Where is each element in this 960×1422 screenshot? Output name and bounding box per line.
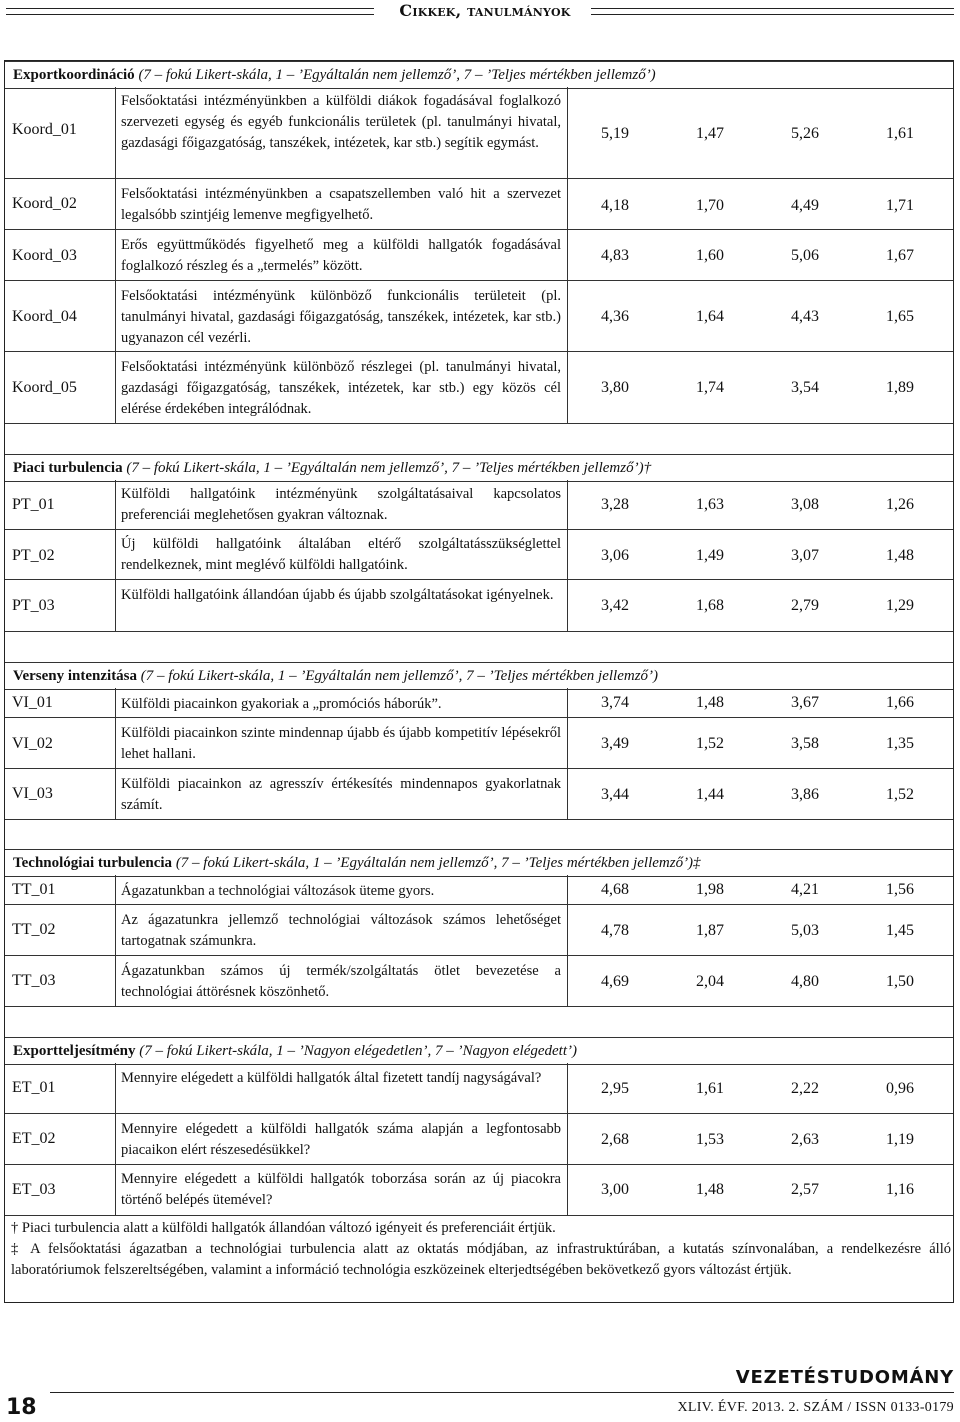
value-sd-2: 1,65	[886, 308, 914, 325]
value-sd-1: 1,48	[696, 694, 724, 711]
table-row	[5, 881, 953, 902]
item-text: Az ágazatunkra jellemző technológiai változások számos lehetőséget tartogatnak számunkra.	[121, 912, 561, 949]
section-divider	[5, 819, 953, 820]
table-row	[5, 357, 953, 420]
item-text: Külföldi piacainkon az agresszív értékesítés mindennapos gyakorlatnak számít.	[121, 776, 561, 813]
value-sd-1: 1,68	[696, 597, 724, 614]
item-code: PT_03	[12, 597, 55, 614]
item-code: VI_03	[12, 785, 53, 802]
journal-name: VEZETÉSTUDOMÁNY	[735, 1367, 954, 1388]
table-row	[5, 585, 953, 627]
running-header-title: Cikkek, tanulmányok	[399, 1, 571, 20]
item-text: Mennyire elégedett a külföldi hallgatók toborzása során az új piacokra történő belépés ütemével?	[121, 1171, 561, 1208]
value-mean-2: 3,86	[791, 786, 819, 803]
row-divider	[5, 1113, 953, 1114]
footer-rule	[50, 1392, 954, 1393]
item-text: Mennyire elégedett a külföldi hallgatók által fizetett tandíj nagyságával?	[121, 1070, 542, 1086]
value-mean-1: 3,80	[601, 379, 629, 396]
value-sd-1: 1,48	[696, 1181, 724, 1198]
section-title: Exportteljesítmény	[13, 1043, 136, 1059]
section-divider	[5, 631, 953, 632]
value-sd-1: 1,47	[696, 125, 724, 142]
value-mean-1: 4,83	[601, 247, 629, 264]
value-sd-1: 2,04	[696, 973, 724, 990]
item-code: Koord_05	[12, 379, 77, 396]
value-sd-1: 1,52	[696, 735, 724, 752]
value-sd-2: 1,19	[886, 1131, 914, 1148]
value-mean-2: 4,80	[791, 973, 819, 990]
value-mean-1: 2,95	[601, 1080, 629, 1097]
item-text: Külföldi piacainkon szinte mindennap újabb és újabb kompetitív lépésekről lehet hallani.	[121, 725, 561, 762]
item-text: Mennyire elégedett a külföldi hallgatók száma alapján a legfontosabb piacaikon elért részesedésükkel?	[121, 1121, 561, 1158]
value-mean-1: 3,42	[601, 597, 629, 614]
value-sd-2: 1,50	[886, 973, 914, 990]
value-mean-2: 3,58	[791, 735, 819, 752]
item-code: Koord_04	[12, 308, 77, 325]
issue-info: XLIV. ÉVF. 2013. 2. SZÁM / ISSN 0133-0179	[677, 1400, 954, 1415]
value-sd-1: 1,60	[696, 247, 724, 264]
value-sd-2: 0,96	[886, 1080, 914, 1097]
value-mean-1: 3,44	[601, 786, 629, 803]
section-divider	[5, 1215, 953, 1216]
row-divider	[5, 1164, 953, 1165]
value-mean-1: 4,68	[601, 881, 629, 898]
value-sd-2: 1,66	[886, 694, 914, 711]
item-text: Erős együttműködés figyelhető meg a külföldi hallgatók fogadásával foglalkozó részleg és a „termelés” között.	[121, 237, 561, 274]
value-mean-2: 5,26	[791, 125, 819, 142]
value-mean-1: 3,28	[601, 496, 629, 513]
table-row	[5, 91, 953, 174]
value-sd-2: 1,71	[886, 197, 914, 214]
page-number: 18	[6, 1395, 37, 1420]
item-text: Külföldi hallgatóink állandóan újabb és újabb szolgáltatásokat igényelnek.	[121, 587, 554, 603]
table-row	[5, 484, 953, 526]
value-sd-2: 1,56	[886, 881, 914, 898]
section-header-technological-turbulence	[5, 849, 953, 877]
value-sd-2: 1,48	[886, 547, 914, 564]
table-row	[5, 184, 953, 226]
item-code: PT_01	[12, 496, 55, 513]
item-text: Felsőoktatási intézményünk különböző részlegei (pl. tanulmányi hivatal, gazdasági főigazgatóság, tanszékek, intézetek, kar stb.) egy közös cél elérése érdekében integrálódnak.	[121, 359, 561, 417]
value-mean-2: 3,54	[791, 379, 819, 396]
column-divider	[115, 1063, 116, 1215]
table-row	[5, 723, 953, 765]
value-mean-1: 5,19	[601, 125, 629, 142]
value-mean-1: 4,69	[601, 973, 629, 990]
value-mean-1: 4,78	[601, 922, 629, 939]
section-header-export-coordination	[5, 61, 953, 89]
item-code: VI_01	[12, 694, 53, 711]
value-sd-2: 1,16	[886, 1181, 914, 1198]
section-scale-note: (7 – fokú Likert-skála, 1 – ’Egyáltalán nem jellemző’, 7 – ’Teljes mértékben jellemző’)‡	[172, 855, 701, 871]
item-code: TT_01	[12, 881, 56, 898]
running-header	[6, 0, 954, 24]
results-table	[4, 60, 954, 1303]
value-mean-2: 2,63	[791, 1131, 819, 1148]
column-divider	[115, 875, 116, 1006]
section-title: Exportkoordináció	[13, 67, 135, 83]
table-row	[5, 1068, 953, 1110]
section-scale-note: (7 – fokú Likert-skála, 1 – ’Egyáltalán nem jellemző’, 7 – ’Teljes mértékben jellemző’)†	[122, 460, 652, 476]
header-rule-right	[591, 8, 954, 15]
value-sd-1: 1,64	[696, 308, 724, 325]
value-sd-1: 1,98	[696, 881, 724, 898]
item-code: Koord_03	[12, 247, 77, 264]
value-mean-1: 3,00	[601, 1181, 629, 1198]
row-divider	[5, 529, 953, 530]
table-row	[5, 235, 953, 277]
table-row	[5, 694, 953, 715]
value-mean-1: 3,49	[601, 735, 629, 752]
value-mean-2: 4,49	[791, 197, 819, 214]
item-text: Új külföldi hallgatóink általában eltérő szolgáltatásszükséglettel rendelkeznek, mint meglévő külföldi hallgatóink.	[121, 536, 561, 573]
column-divider	[115, 480, 116, 631]
value-mean-1: 2,68	[601, 1131, 629, 1148]
column-divider	[567, 480, 568, 631]
column-divider	[115, 688, 116, 819]
row-divider	[5, 904, 953, 905]
value-sd-2: 1,89	[886, 379, 914, 396]
value-mean-2: 2,22	[791, 1080, 819, 1097]
value-mean-2: 4,21	[791, 881, 819, 898]
footnote-double-dagger: ‡ A felsőoktatási ágazatban a technológiai turbulencia alatt az oktatás módjában, az infrastruktúrában, a kutatás színvonalában, a rendelkezésre álló laboratóriumok felszereltségében, valamint a információ technológia eszközeinek elterjedtségében bekövetkező gyors változást értjük.	[11, 1241, 951, 1278]
row-divider	[5, 579, 953, 580]
column-divider	[567, 1063, 568, 1215]
value-mean-2: 4,43	[791, 308, 819, 325]
item-code: Koord_02	[12, 195, 77, 212]
item-code: Koord_01	[12, 121, 77, 138]
row-divider	[5, 229, 953, 230]
value-mean-1: 4,36	[601, 308, 629, 325]
column-divider	[115, 87, 116, 423]
value-sd-2: 1,29	[886, 597, 914, 614]
value-mean-1: 4,18	[601, 197, 629, 214]
table-row	[5, 1119, 953, 1161]
value-mean-2: 2,79	[791, 597, 819, 614]
value-mean-2: 5,06	[791, 247, 819, 264]
value-sd-1: 1,87	[696, 922, 724, 939]
footnote-dagger: † Piaci turbulencia alatt a külföldi hallgatók állandóan változó igényeit és preferenciáit értjük.	[11, 1220, 556, 1236]
section-title: Verseny intenzitása	[13, 668, 138, 684]
value-sd-1: 1,61	[696, 1080, 724, 1097]
table-row	[5, 910, 953, 952]
row-divider	[5, 717, 953, 718]
section-title: Technológiai turbulencia	[13, 855, 173, 871]
value-sd-1: 1,63	[696, 496, 724, 513]
item-code: PT_02	[12, 547, 55, 564]
value-mean-1: 3,74	[601, 694, 629, 711]
item-text: Felsőoktatási intézményünkben a külföldi diákok fogadásával foglalkozó szervezeti egység és egyéb funkcionális területek (pl. tanulmányi hivatal, gazdasági főigazgatóság, tanszékek, intézetek, kar stb.) segítik egymást.	[121, 93, 561, 151]
table-row	[5, 961, 953, 1003]
value-sd-2: 1,61	[886, 125, 914, 142]
item-code: ET_01	[12, 1079, 56, 1096]
row-divider	[5, 768, 953, 769]
item-text: Külföldi piacainkon gyakoriak a „promóciós háborúk”.	[121, 696, 442, 712]
column-divider	[567, 87, 568, 423]
table-row	[5, 286, 953, 349]
footnotes	[11, 1218, 951, 1281]
section-scale-note: (7 – fokú Likert-skála, 1 – ’Egyáltalán nem jellemző’, 7 – ’Teljes mértékben jellemző’)	[134, 67, 656, 83]
item-code: TT_02	[12, 921, 56, 938]
value-mean-2: 5,03	[791, 922, 819, 939]
value-sd-1: 1,53	[696, 1131, 724, 1148]
value-sd-2: 1,67	[886, 247, 914, 264]
value-sd-2: 1,35	[886, 735, 914, 752]
table-row	[5, 534, 953, 576]
section-header-market-turbulence	[5, 454, 953, 482]
section-divider	[5, 1006, 953, 1007]
value-sd-1: 1,70	[696, 197, 724, 214]
value-mean-2: 3,08	[791, 496, 819, 513]
row-divider	[5, 280, 953, 281]
section-scale-note: (7 – fokú Likert-skála, 1 – ’Egyáltalán nem jellemző’, 7 – ’Teljes mértékben jellemző’)	[137, 668, 659, 684]
item-text: Külföldi hallgatóink intézményünk szolgáltatásaival kapcsolatos preferenciái meglehetősen gyakran változnak.	[121, 486, 561, 523]
item-text: Ágazatunkban számos új termék/szolgáltatás ötlet bevezetése a technológiai áttörésnek köszönhető.	[121, 963, 561, 1000]
value-sd-1: 1,74	[696, 379, 724, 396]
value-sd-2: 1,45	[886, 922, 914, 939]
value-sd-2: 1,52	[886, 786, 914, 803]
value-mean-2: 2,57	[791, 1181, 819, 1198]
section-header-competition-intensity	[5, 662, 953, 690]
value-sd-1: 1,49	[696, 547, 724, 564]
item-text: Ágazatunkban a technológiai változások üteme gyors.	[121, 883, 435, 899]
section-title: Piaci turbulencia	[13, 460, 123, 476]
item-code: TT_03	[12, 972, 56, 989]
item-code: ET_02	[12, 1130, 56, 1147]
value-mean-2: 3,67	[791, 694, 819, 711]
value-mean-2: 3,07	[791, 547, 819, 564]
section-divider	[5, 423, 953, 424]
header-rule-left	[6, 8, 374, 15]
item-text: Felsőoktatási intézményünk különböző funkcionális területeit (pl. tanulmányi hivatal, gazdasági főigazgatóság, tanszékek, intézetek, kar stb.) ugyanazon cél vezérli.	[121, 288, 561, 346]
table-row	[5, 774, 953, 816]
table-row	[5, 1169, 953, 1211]
column-divider	[567, 688, 568, 819]
item-code: ET_03	[12, 1181, 56, 1198]
value-mean-1: 3,06	[601, 547, 629, 564]
item-text: Felsőoktatási intézményünkben a csapatszellemben való hit a szervezet legalsóbb szintjéig lemenve megfigyelhető.	[121, 186, 561, 223]
section-scale-note: (7 – fokú Likert-skála, 1 – ’Nagyon elégedetlen’, 7 – ’Nagyon elégedett’)	[135, 1043, 578, 1059]
section-header-export-performance	[5, 1037, 953, 1065]
column-divider	[567, 875, 568, 1006]
value-sd-2: 1,26	[886, 496, 914, 513]
item-code: VI_02	[12, 735, 53, 752]
value-sd-1: 1,44	[696, 786, 724, 803]
row-divider	[5, 178, 953, 179]
row-divider	[5, 955, 953, 956]
row-divider	[5, 351, 953, 352]
